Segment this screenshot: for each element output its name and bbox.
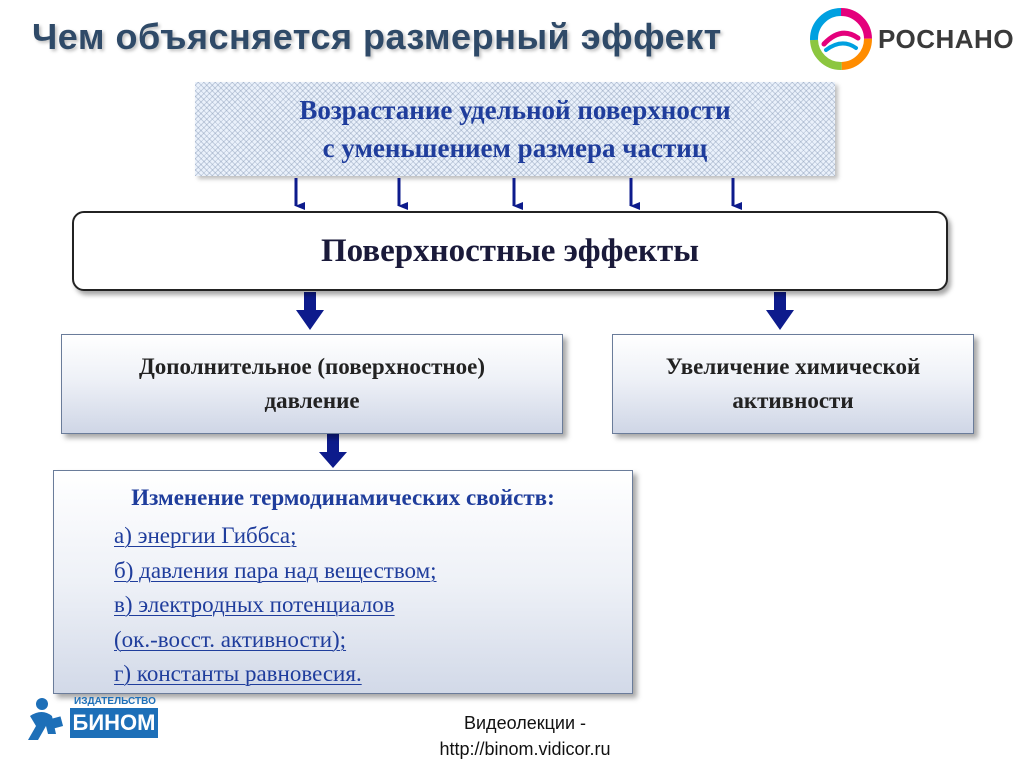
thermodynamic-heading: Изменение термодинамических свойств: (131, 485, 555, 510)
list-item: в) электродных потенциалов (114, 592, 395, 617)
thermodynamic-properties-box (53, 470, 633, 694)
chemical-activity-line1: Увеличение химической (665, 354, 921, 379)
publisher-subtitle: ИЗДАТЕЛЬСТВО (74, 696, 156, 707)
list-item: г) константы равновесия. (114, 661, 362, 686)
surface-pressure-line2: давление (264, 388, 360, 413)
chemical-activity-box (612, 334, 974, 434)
rosnano-logo-text: РОСНАНО (878, 24, 1015, 54)
arrow-to-pressure (296, 292, 324, 330)
arrow-to-thermo (319, 434, 347, 468)
list-item: б) давления пара над веществом; (114, 557, 437, 583)
arrow-to-chem (766, 292, 794, 330)
list-item: а) энергии Гиббса; (114, 523, 297, 548)
footer-line1: Видеолекции - (464, 713, 586, 733)
slide-title: Чем объясняется размерный эффект (32, 16, 722, 57)
footer-credit (380, 710, 670, 762)
chemical-activity-line2: активности (732, 388, 854, 413)
list-item: (ок.-восст. активности); (114, 626, 347, 652)
surface-pressure-line1: Дополнительное (поверхностное) (138, 354, 486, 379)
surface-pressure-box (61, 334, 563, 434)
specific-surface-line2: с уменьшением размера частиц (322, 133, 708, 163)
reader-figure-icon (22, 696, 66, 744)
surface-effects-label: Поверхностные эффекты (320, 232, 700, 269)
specific-surface-line1: Возрастание удельной поверхности (299, 95, 731, 125)
thermodynamic-list (114, 519, 437, 692)
binom-logo (22, 696, 162, 746)
footer-link[interactable]: http://binom.vidicor.ru (439, 739, 611, 759)
publisher-name: БИНОМ (70, 708, 158, 738)
surface-effects-box (72, 211, 948, 291)
